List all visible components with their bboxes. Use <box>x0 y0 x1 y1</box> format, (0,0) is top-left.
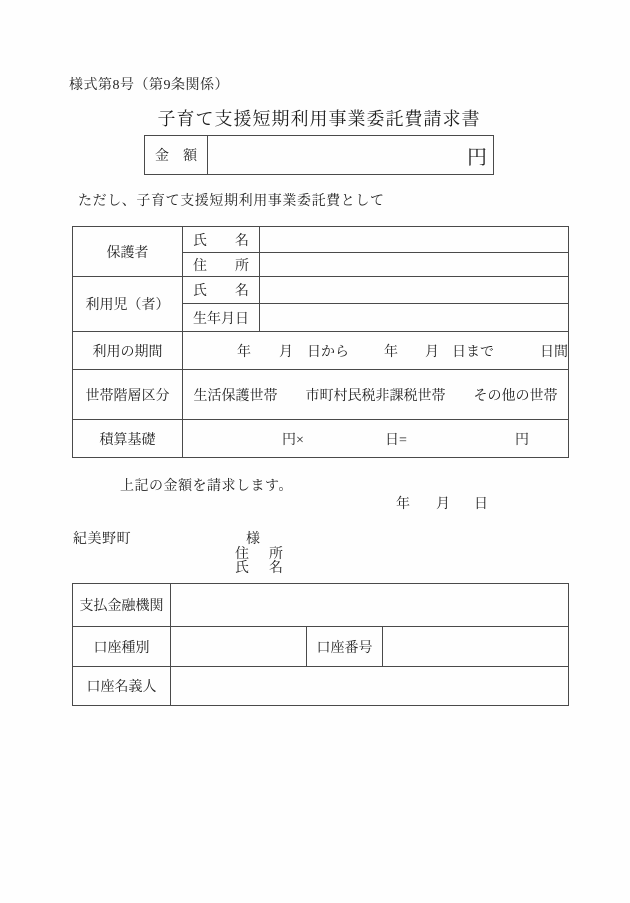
document-title: 子育て支援短期利用事業委託費請求書 <box>157 109 481 129</box>
amount-table <box>144 135 494 175</box>
period-day-to: 日まで <box>452 344 494 360</box>
account-holder-value <box>171 667 568 705</box>
user-child-name-value <box>260 277 568 304</box>
calc-total-yen: 円 <box>515 432 529 448</box>
user-child-label: 利用児（者） <box>73 277 183 332</box>
account-number-label: 口座番号 <box>307 627 383 667</box>
household-class-label: 世帯階層区分 <box>73 370 183 420</box>
user-child-birthdate-label: 生年月日 <box>183 304 260 332</box>
detail-table <box>72 226 569 458</box>
claim-statement: 上記の金額を請求します。 <box>120 479 293 494</box>
calculation-basis-value <box>183 420 568 457</box>
user-child-name-label: 氏 名 <box>183 277 260 304</box>
addressee-town: 紀美野町 <box>73 532 131 547</box>
period-day-from: 日から <box>307 344 349 360</box>
period-year-to: 年 <box>384 344 398 360</box>
account-type-value <box>171 627 307 667</box>
account-number-value <box>383 627 568 667</box>
date-day: 日 <box>474 497 488 512</box>
guardian-address-label: 住 所 <box>183 253 260 277</box>
period-month-to: 月 <box>425 344 439 360</box>
date-month: 月 <box>436 497 450 512</box>
calc-days-equals: 日= <box>385 432 407 448</box>
bank-institution-label: 支払金融機関 <box>73 584 171 627</box>
usage-period-value <box>183 332 568 370</box>
account-holder-label: 口座名義人 <box>73 667 171 705</box>
date-year: 年 <box>396 497 410 512</box>
bank-account-table <box>72 583 569 706</box>
signer-address-label: 住 所 <box>235 547 286 562</box>
amount-label: 金 額 <box>145 136 208 174</box>
period-month-from: 月 <box>279 344 293 360</box>
amount-value-cell <box>208 136 493 174</box>
account-type-label: 口座種別 <box>73 627 171 667</box>
calc-yen-times: 円× <box>282 432 304 448</box>
addressee-honorific: 様 <box>246 532 260 547</box>
period-year-from: 年 <box>237 344 251 360</box>
guardian-name-value <box>260 227 568 253</box>
guardian-address-value <box>260 253 568 277</box>
signer-name-label: 氏 名 <box>235 561 286 576</box>
bank-institution-value <box>171 584 568 627</box>
form-number: 様式第8号（第9条関係） <box>69 78 229 93</box>
period-total-days: 日間 <box>540 344 568 360</box>
household-class-options: 生活保護世帯 市町村民税非課税世帯 その他の世帯 <box>183 370 568 420</box>
usage-period-label: 利用の期間 <box>73 332 183 370</box>
proviso-text: ただし、子育て支援短期利用事業委託費として <box>78 194 385 209</box>
calculation-basis-label: 積算基礎 <box>73 420 183 457</box>
user-child-birthdate-value <box>260 304 568 332</box>
amount-unit-yen: 円 <box>467 146 487 169</box>
guardian-name-label: 氏 名 <box>183 227 260 253</box>
guardian-label: 保護者 <box>73 227 183 277</box>
